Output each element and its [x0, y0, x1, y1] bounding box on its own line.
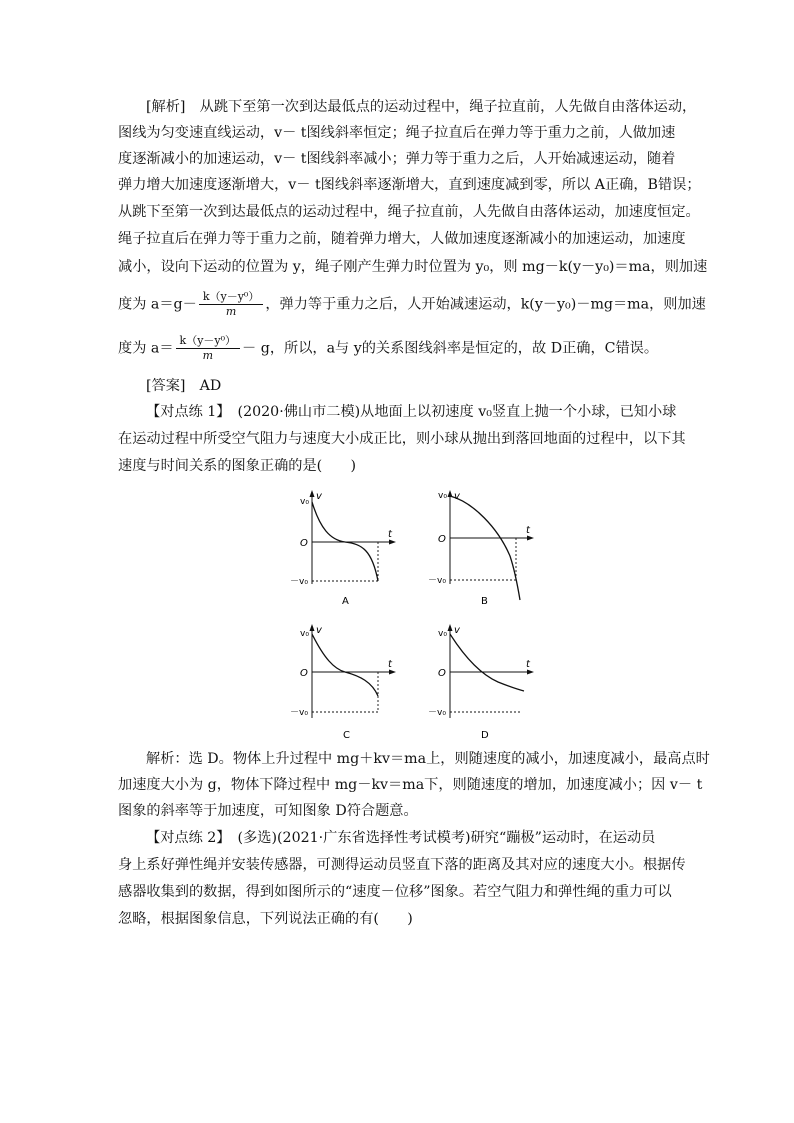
curve	[450, 496, 520, 600]
v0-label: v₀	[300, 629, 309, 639]
fraction-denominator: m	[202, 349, 213, 362]
analysis-2-line-2: 加速度大小为 g，物体下降过程中 mg－kv＝ma下，则随速度的增加，加速度减小；因 v－ t	[118, 777, 703, 793]
accel-formula-tail: ，弹力等于重力之后，人开始减速运动，k(y－y₀)－mg＝ma，则加速	[265, 296, 706, 313]
analysis-line-4: 弹力增大加速度逐渐增大，v－ t图线斜率逐渐增大，直到速度减到零，所以 A正确，B错误；	[118, 177, 701, 193]
analysis-line-7: 减小，设向下运动的位置为 y，绳子刚产生弹力时位置为 y₀，则 mg－k(y－y₀)＝ma，则加速	[118, 259, 708, 275]
exercise-2-line-4: 忽略，根据图象信息，下列说法正确的有( )	[118, 911, 413, 927]
graph-c	[290, 622, 410, 752]
origin-label: O	[300, 538, 308, 549]
v0-label: v₀	[300, 497, 309, 507]
analysis-2-line-3: 图象的斜率等于加速度，可知图象 D符合题意。	[118, 803, 418, 819]
neg-v0-label: －v₀	[428, 576, 446, 586]
arrow-icon	[310, 490, 315, 497]
v-label: v	[316, 491, 322, 502]
exercise-1-line-1: 【对点练 1】 (2020·佛山市二模)从地面上以初速度 v₀竖直上抛一个小球，已知小球	[146, 404, 677, 420]
v-label: v	[316, 625, 322, 636]
accel-formula-lead: 度为 a＝g－	[118, 296, 197, 313]
fraction-numerator: k（y－y⁰）	[199, 290, 264, 305]
v0-label: v₀	[438, 629, 447, 639]
caption: C	[343, 730, 350, 741]
neg-v0-label: －v₀	[290, 577, 308, 587]
arrow-icon	[310, 624, 315, 631]
curve	[450, 634, 524, 691]
analysis-line-8	[118, 290, 706, 319]
fraction-numerator: k（y－y⁰）	[176, 334, 241, 349]
arrow-icon	[527, 670, 534, 675]
analysis-line-5: 从跳下至第一次到达最低点的运动过程中，绳子拉直前，人先做自由落体运动，加速度恒定。	[118, 204, 700, 220]
analysis-line-6: 绳子拉直后在弹力等于重力之前，随着弹力增大，人做加速度逐渐减小的加速运动，加速度	[118, 231, 686, 247]
t-label: t	[526, 525, 530, 536]
exercise-2-line-2: 身上系好弹性绳并安装传感器，可测得运动员竖直下落的距离及其对应的速度大小。根据传	[118, 857, 686, 873]
caption: A	[342, 596, 349, 607]
origin-label: O	[300, 668, 308, 679]
exercise-1-line-3: 速度与时间关系的图象正确的是( )	[118, 458, 357, 474]
t-label: t	[388, 529, 392, 540]
fraction-denominator: m	[225, 305, 237, 318]
v-label: v	[454, 491, 460, 502]
answer: [答案] AD	[146, 378, 222, 394]
accel-formula-2-tail: － g，所以，a与 y的关系图线斜率是恒定的，故 D正确，C错误。	[242, 340, 659, 357]
caption: D	[481, 730, 489, 741]
graph-a	[290, 488, 410, 618]
origin-label: O	[438, 534, 446, 545]
fraction	[199, 290, 264, 319]
fraction	[176, 334, 241, 363]
origin-label: O	[438, 668, 446, 679]
arrow-icon	[448, 624, 453, 631]
analysis-line-9	[118, 334, 658, 363]
t-label: t	[526, 659, 530, 670]
v-label: v	[454, 625, 460, 636]
caption: B	[481, 596, 488, 607]
analysis-line-3: 度逐渐减小的加速运动，v－ t图线斜率减小；弹力等于重力之后，人开始减速运动，随着	[118, 151, 676, 167]
neg-v0-label: －v₀	[290, 708, 308, 718]
exercise-2-line-3: 感器收集到的数据，得到如图所示的“速度－位移”图象。若空气阻力和弹性绳的重力可以	[118, 884, 672, 900]
v0-label: v₀	[438, 491, 447, 501]
graph-b	[428, 488, 548, 618]
accel-formula-2-lead: 度为 a＝	[118, 340, 174, 357]
analysis-2-line-1: 解析：选 D。物体上升过程中 mg＋kv＝ma上，则随速度的减小，加速度减小，最高点时	[146, 751, 710, 767]
curve	[312, 634, 378, 696]
analysis-line-1: [解析] 从跳下至第一次到达最低点的运动过程中，绳子拉直前，人先做自由落体运动，	[146, 99, 697, 115]
analysis-line-2: 图线为匀变速直线运动，v－ t图线斜率恒定；绳子拉直后在弹力等于重力之前，人做加速	[118, 125, 676, 141]
arrow-icon	[389, 670, 396, 675]
arrow-icon	[389, 540, 396, 545]
graph-d	[428, 622, 548, 752]
exercise-2-line-1: 【对点练 2】 (多选)(2021·广东省选择性考试模考)研究“蹦极”运动时，在运动员	[146, 830, 656, 846]
neg-v0-label: －v₀	[428, 708, 446, 718]
t-label: t	[388, 659, 392, 670]
exercise-1-line-2: 在运动过程中所受空气阻力与速度大小成正比，则小球从抛出到落回地面的过程中，以下其	[118, 431, 686, 447]
arrow-icon	[527, 536, 534, 541]
